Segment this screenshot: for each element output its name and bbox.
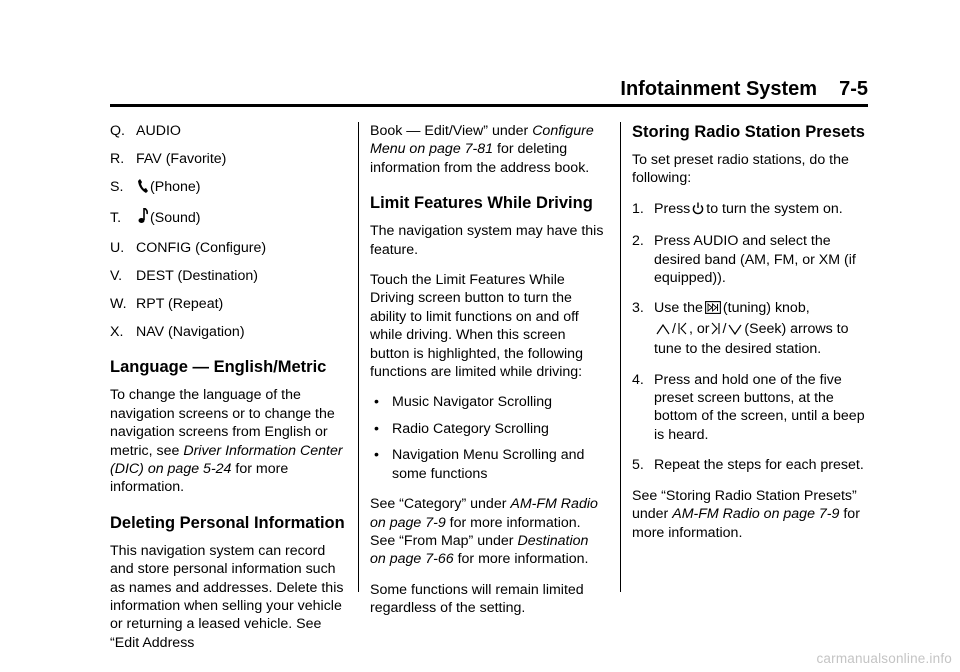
column-2	[370, 122, 606, 630]
chapter-title: Infotainment System	[620, 78, 818, 100]
step-item: 1. Press to turn the system on.	[632, 200, 868, 220]
paragraph: The navigation system may have this feature.	[370, 223, 604, 258]
list-item: S. (Phone)	[110, 178, 346, 198]
column-3	[632, 122, 868, 554]
cross-reference: AM‑FM Radio on page 7‑9	[672, 506, 840, 523]
list-item: U. CONFIG (Configure)	[110, 240, 267, 256]
header-title	[620, 78, 868, 101]
seek-up-icon	[656, 322, 670, 340]
paragraph: To change the language of the navigation screens or to change the navigation screens from English or metric, see Driver Information Center (DIC) on page 5‑24 for more information.	[110, 387, 343, 496]
power-icon	[692, 202, 704, 220]
paragraph: Touch the Limit Features While Driving screen button to turn the ability to limit functions on and off while driving. When this screen button is highlighted, the following functions are limited while driving:	[370, 272, 583, 381]
section-heading: Deleting Personal Information	[110, 513, 345, 532]
seek-forward-icon	[711, 322, 720, 340]
section-heading: Limit Features While Driving	[370, 194, 593, 213]
seek-down-icon	[728, 322, 742, 340]
list-item: R. FAV (Favorite)	[110, 151, 227, 167]
bullet-item: • Radio Category Scrolling	[370, 420, 606, 438]
cross-reference: Destination on page 7‑66	[370, 532, 589, 568]
phone-icon	[138, 179, 148, 198]
cross-reference: AM‑FM Radio on page 7‑9	[370, 496, 598, 531]
seek-back-icon	[678, 322, 687, 340]
tune-knob-icon	[705, 301, 721, 319]
list-item: T. (Sound)	[110, 208, 346, 229]
bullet-item: • Navigation Menu Scrolling and some functions	[370, 446, 606, 483]
paragraph: Book — Edit/View” under Configure Menu on page 7‑81 for deleting information from the address book.	[370, 123, 594, 176]
cross-reference: Configure Menu on page 7‑81	[370, 123, 594, 158]
page-number: 7-5	[839, 78, 868, 100]
section-heading: Language — English/Metric	[110, 358, 327, 377]
cross-reference: Driver Information Center (DIC) on page 5‑24	[110, 442, 343, 478]
step-item: 3. Use the (tuning) knob, / , or / (Seek) arrows to tune to the desired station.	[632, 300, 849, 358]
paragraph: See “Category” under AM‑FM Radio on page 7‑9 for more information. See “From Map” under Destination on page 7‑66 for more information.	[370, 496, 598, 568]
list-item: Q. AUDIO	[110, 123, 181, 139]
step-item: 2. Press AUDIO and select the desired band (AM, FM, or XM (if equipped)).	[632, 233, 856, 287]
list-item: V. DEST (Destination)	[110, 268, 258, 284]
column-1	[110, 122, 346, 664]
page-header	[110, 78, 868, 107]
paragraph: See “Storing Radio Station Presets” under AM‑FM Radio on page 7‑9 for more information.	[632, 487, 860, 541]
column-divider	[358, 122, 359, 592]
paragraph: This navigation system can record and store personal information such as names and addresses. Delete this information when selling your vehicle or returning a leased vehicle. See “Edit Address	[110, 542, 344, 651]
paragraph: Some functions will remain limited regardless of the setting.	[370, 581, 584, 617]
column-divider	[620, 122, 621, 592]
step-item: 4. Press and hold one of the five preset screen buttons, at the bottom of the screen, until a beep is heard.	[632, 371, 865, 443]
bullet-item: • Music Navigator Scrolling	[370, 393, 606, 411]
list-item: W. RPT (Repeat)	[110, 296, 224, 312]
paragraph: To set preset radio stations, do the following:	[632, 152, 849, 187]
section-heading: Storing Radio Station Presets	[632, 123, 865, 141]
sound-icon	[138, 208, 148, 229]
step-item: 5. Repeat the steps for each preset.	[632, 457, 864, 474]
watermark: carmanualsonline.info	[816, 651, 952, 666]
list-item: X. NAV (Navigation)	[110, 324, 245, 340]
